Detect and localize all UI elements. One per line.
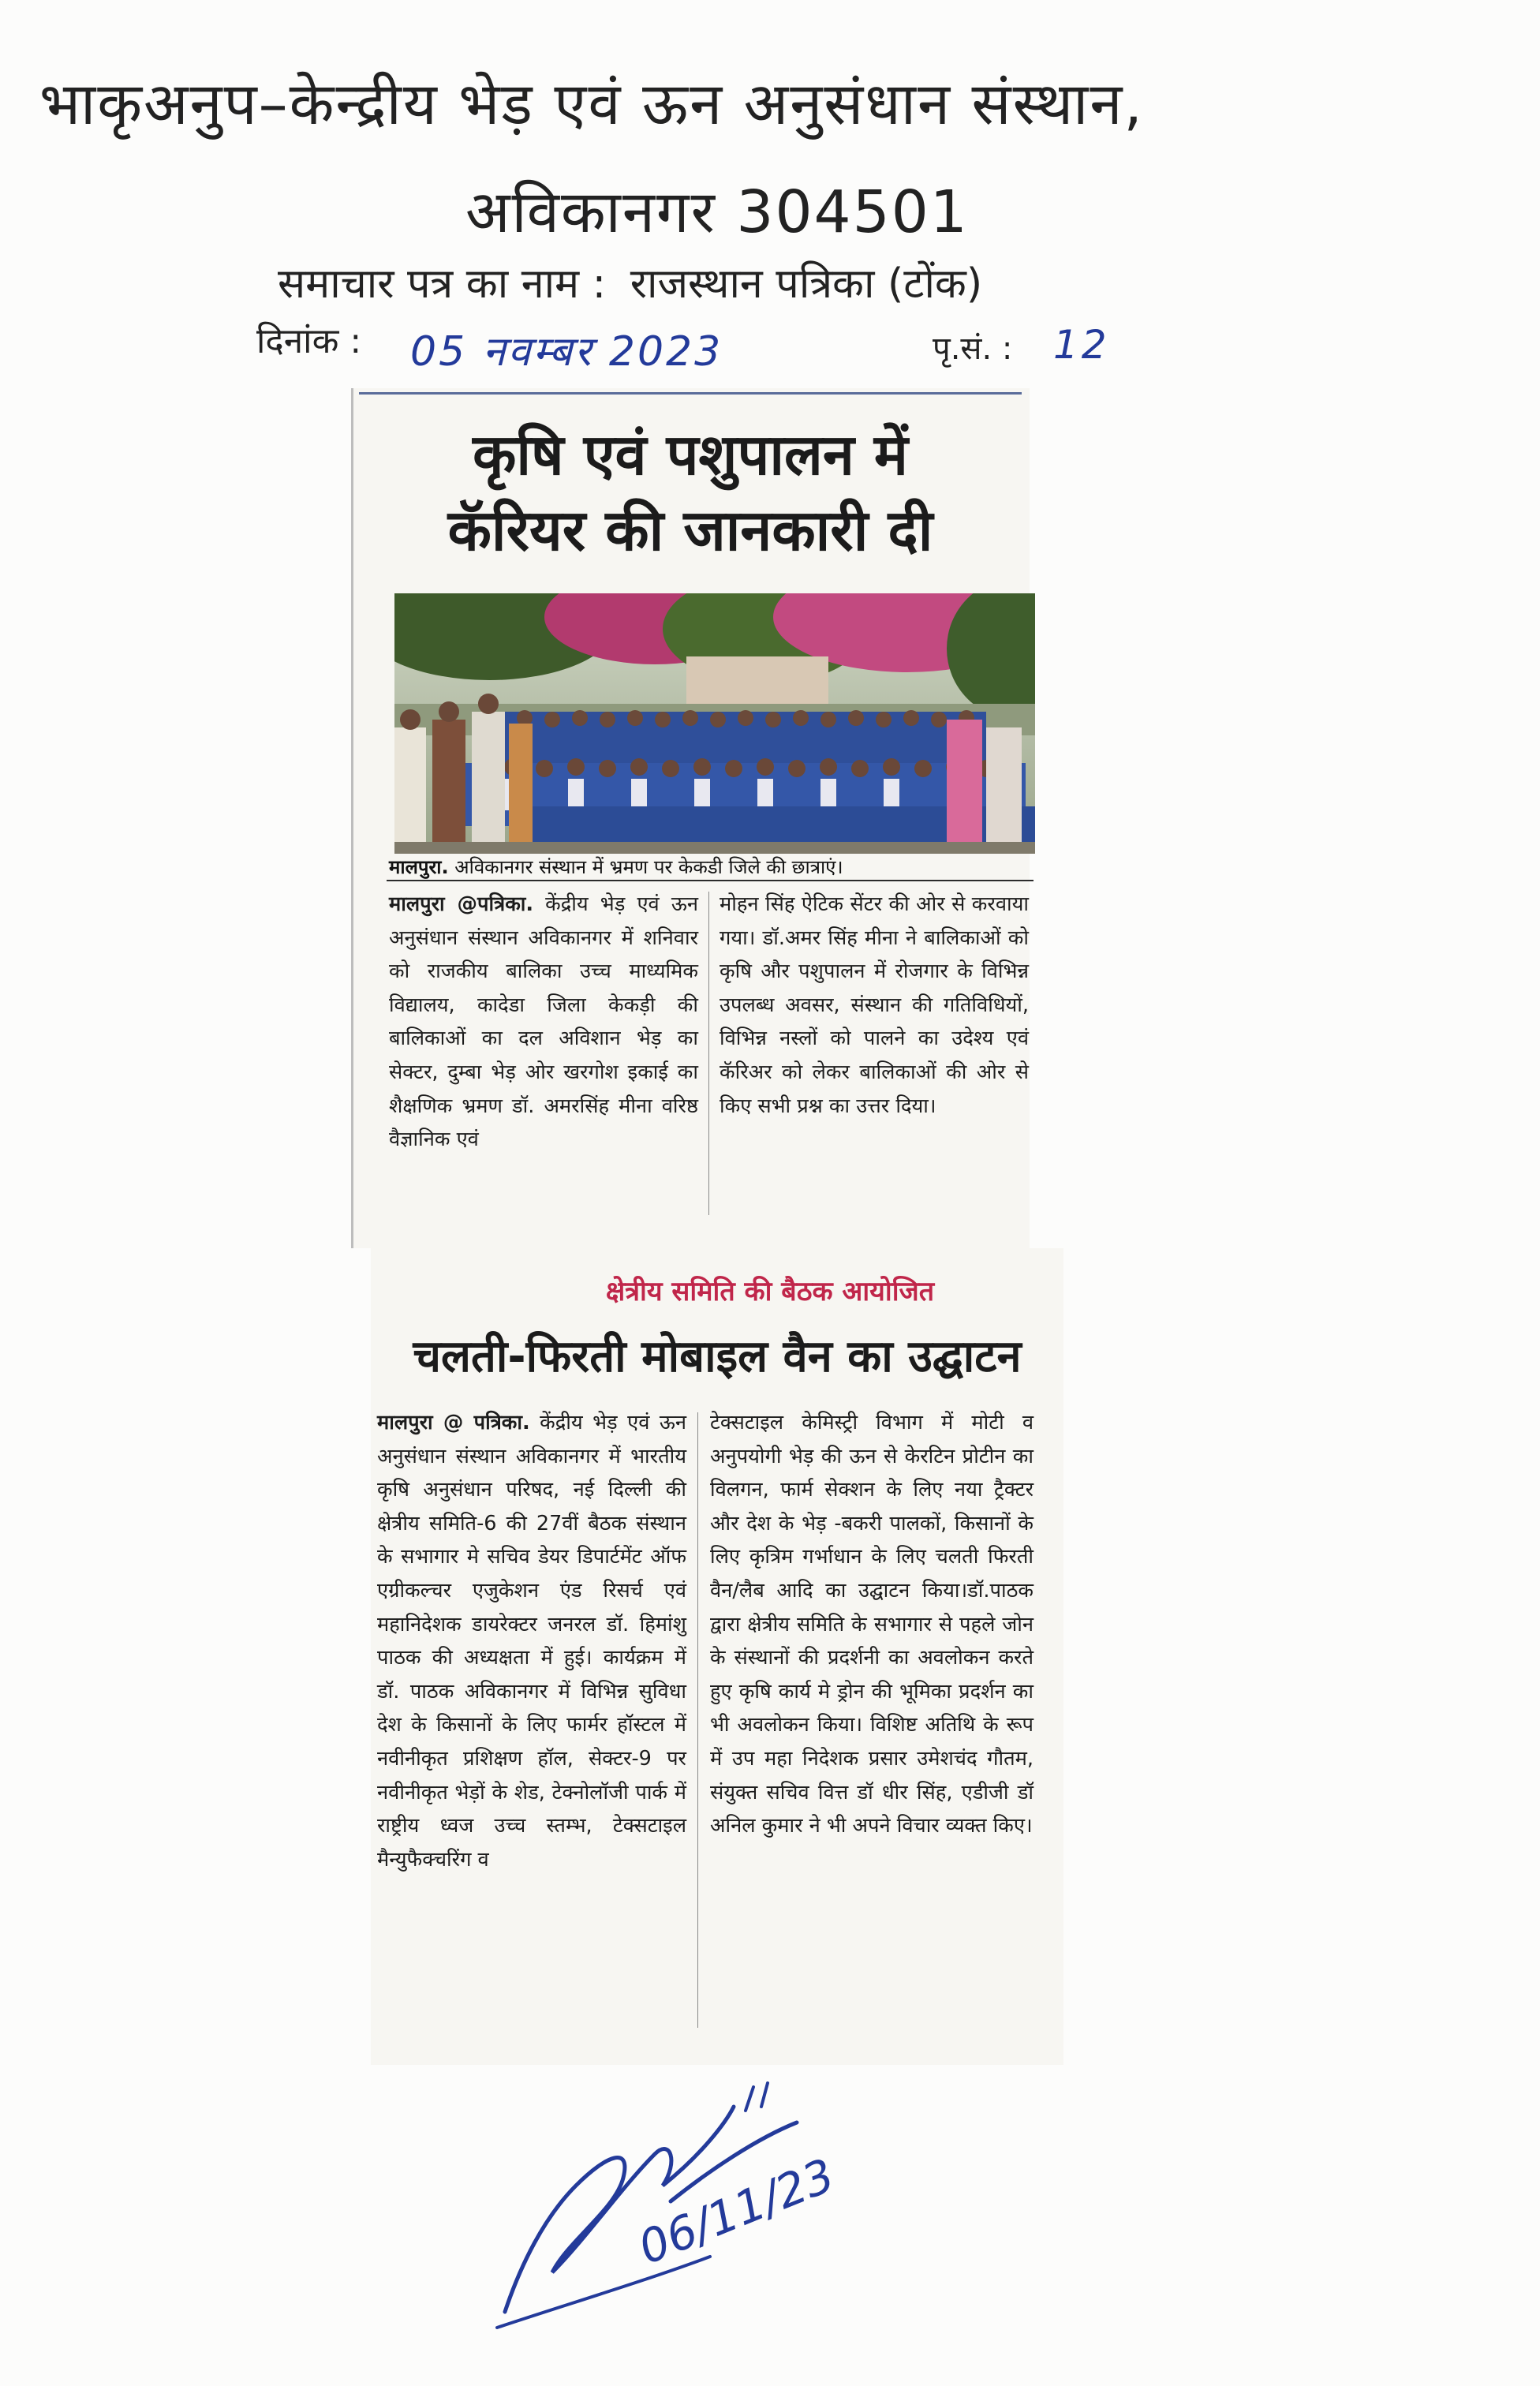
article1-col1-text: केंद्रीय भेड़ एवं ऊन अनुसंधान संस्थान अविकानगर में शनिवार को राजकीय बालिका उच्च माध्यमिक विद्यालय, कादेडा जिला केकड़ी की बालिकाओं का दल अविशान भेड़ का सेक्टर, दुम्बा भेड़ ओर खरगोश इकाई का शैक्षणिक भ्रमण डॉ. अमरसिंह मीना वरिष्ठ वैज्ञानिक एवं <box>389 892 698 1152</box>
photo-caption <box>389 854 843 880</box>
column-divider-2 <box>697 1412 698 2028</box>
top-rule <box>359 392 1022 395</box>
article1-headline-line1: कृषि एवं पशुपालन में <box>473 421 908 488</box>
article1-headline-line2: कॅरियर की जानकारी दी <box>447 497 933 563</box>
article2-col2-text: टेक्सटाइल केमिस्ट्री विभाग में मोटी व अनुपयोगी भेड़ की ऊन से केरटिन प्रोटीन का विलगन, फार्म सेक्शन के लिए नया ट्रैक्टर और देश के भेड़ -बकरी पालकों, किसानों के लिए कृत्रिम गर्भाधान के लिए चलती फिरती वैन/लैब आदि का उद्घाटन किया।डॉ.पाठक द्वारा क्षेत्रीय समिति के सभागार से पहले जोन के संस्थानों की प्रदर्शनी का अवलोकन करते हुए कृषि कार्य मे ड्रोन की भूमिका प्रदर्शन का भी अवलोकन किया। विशिष्ट अतिथि के रूप में उप महा निदेशक प्रसार उमेशचंद गौतम, संयुक्त सचिव वित्त डॉ धीर सिंह, एडीजी डॉ अनिल कुमार ने भी अपने विचार व्यक्त किए। <box>710 1411 1034 1838</box>
clipping-edge <box>351 388 353 1248</box>
institute-name: भाकृअनुप–केन्द्रीय भेड़ एवं ऊन अनुसंधान संस्थान, <box>39 70 1144 138</box>
column-divider <box>708 892 709 1215</box>
article1-column-1 <box>389 888 698 1157</box>
newspaper-value: राजस्थान पत्रिका (टोंक) <box>630 260 983 308</box>
article2-kicker: क्षेत्रीय समिति की बैठक आयोजित <box>605 1276 935 1307</box>
page-value-handwritten: 12 <box>1053 322 1110 368</box>
article2-col1-text: केंद्रीय भेड़ एवं ऊन अनुसंधान संस्थान अविकानगर में भारतीय कृषि अनुसंधान परिषद, नई दिल्ली की क्षेत्रीय समिति-6 की 27वीं बैठक संस्थान के सभागार मे सचिव डेयर डिपार्टमेंट ऑफ एग्रीकल्चर एजुकेशन एंड रिसर्च एवं महानिदेशक डायरेक्टर जनरल डॉ. हिमांशु पाठक की अध्यक्षता में हुई। कार्यक्रम में डॉ. पाठक अविकानगर में विभिन्न सुविधा देश के किसानों के लिए फार्मर हॉस्टल में नवीनीकृत प्रशिक्षण हॉल, सेक्टर-9 पर नवीनीकृत भेड़ों के शेड, टेक्नोलॉजी पार्क में राष्ट्रीय ध्वज उच्च स्तम्भ, टेक्सटाइल मैन्युफैक्चरिंग व <box>377 1411 686 1872</box>
newspaper-label: समाचार पत्र का नाम : <box>278 260 607 308</box>
caption-lead: मालपुरा. <box>389 856 449 878</box>
date-value-handwritten: 05 नवम्बर 2023 <box>410 328 723 376</box>
article1-dateline: मालपुरा @पत्रिका. <box>389 892 534 916</box>
group-photo-image <box>394 593 1035 854</box>
date-label: दिनांक : <box>256 321 362 361</box>
article2-headline: चलती-फिरती मोबाइल वैन का उद्घाटन <box>413 1331 1022 1382</box>
institute-address: अविकानगर 304501 <box>465 178 969 246</box>
caption-rule <box>387 880 1034 881</box>
article1-headline <box>359 417 1022 568</box>
caption-text: अविकानगर संस्थान में भ्रमण पर केकडी जिले की छात्राएं। <box>454 856 843 878</box>
article2-dateline: मालपुरा @ पत्रिका. <box>377 1411 530 1434</box>
page-label: पृ.सं. : <box>933 331 1013 367</box>
article2-column-2 <box>710 1406 1034 1843</box>
newspaper-name-row <box>278 254 982 310</box>
signature-date: 06/11/23 <box>631 2148 843 2276</box>
group-photo <box>394 593 1035 854</box>
article1-column-2 <box>720 888 1029 1123</box>
article1-col2-text: मोहन सिंह ऐटिक सेंटर की ओर से करवाया गया। डॉ.अमर सिंह मीना ने बालिकाओं को कृषि और पशुपालन में रोजगार के विभिन्न उपलब्ध अवसर, संस्थान की गतिविधियों, विभिन्न नस्लों को पालने का उदेश्य एवं कॅरिअर को लेकर बालिकाओं की ओर से किए सभी प्रश्न का उत्तर दिया। <box>720 892 1029 1118</box>
article2-column-1 <box>377 1406 686 1876</box>
